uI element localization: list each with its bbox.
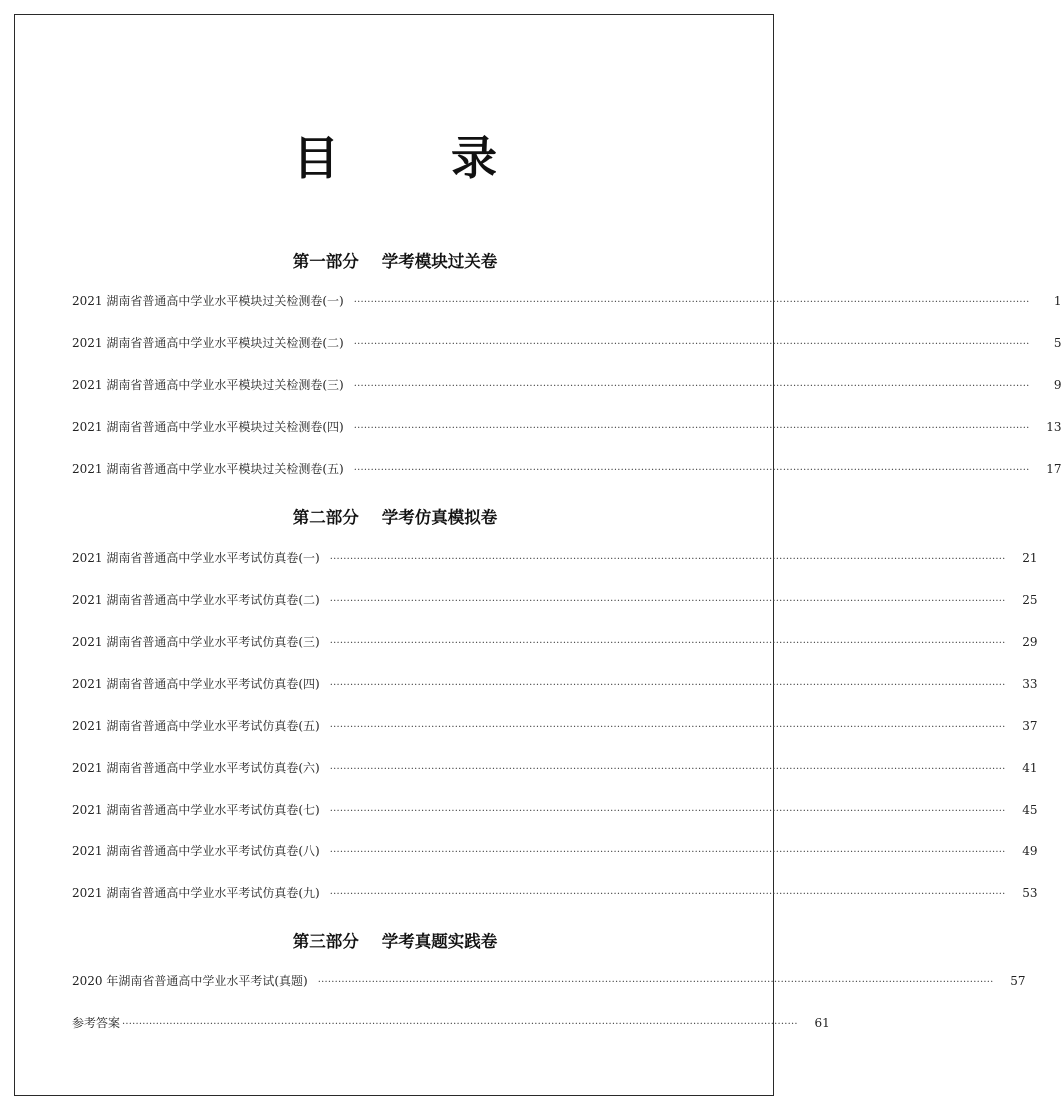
- toc-entry-title: 2021 湖南省普通高中学业水平模块过关检测卷(四): [72, 420, 344, 434]
- toc-entry[interactable]: [72, 884, 1038, 904]
- section-heading-2: 第二部分 学考仿真模拟卷: [292, 508, 498, 527]
- toc-entry-page: 41: [1022, 761, 1038, 775]
- dot-leader: ········································································································································································································: [353, 381, 1030, 392]
- toc-entry[interactable]: [72, 801, 1038, 821]
- toc-entry-page: 1: [1053, 294, 1061, 308]
- toc-entry-page: 45: [1022, 803, 1038, 817]
- dot-leader: ········································································································································································································: [329, 680, 1006, 691]
- toc-entry-title: 2021 湖南省普通高中学业水平模块过关检测卷(一): [72, 294, 344, 308]
- toc-entry[interactable]: [72, 418, 1061, 438]
- toc-entry-page: 13: [1046, 420, 1061, 434]
- toc-entry-title: 2021 湖南省普通高中学业水平考试仿真卷(六): [72, 761, 320, 775]
- toc-entry[interactable]: [72, 460, 1061, 480]
- dot-leader: ········································································································································································································: [329, 847, 1006, 858]
- dot-leader: ········································································································································································································: [329, 764, 1006, 775]
- toc-entry-page: 37: [1022, 719, 1038, 733]
- toc-entry[interactable]: [72, 591, 1038, 611]
- dot-leader: ········································································································································································································: [329, 806, 1006, 817]
- toc-entry[interactable]: [72, 759, 1038, 779]
- toc-entry[interactable]: [72, 376, 1061, 396]
- toc-entry-title: 参考答案: [72, 1016, 121, 1030]
- dot-leader: ········································································································································································································: [122, 1019, 798, 1030]
- toc-entry[interactable]: [72, 334, 1061, 354]
- section-heading-3: 第三部分 学考真题实践卷: [292, 932, 498, 951]
- toc-entry-title: 2020 年湖南省普通高中学业水平考试(真题): [72, 974, 308, 988]
- toc-entry[interactable]: [72, 717, 1038, 737]
- toc-entry-page: 29: [1022, 635, 1038, 649]
- section-heading-1: 第一部分 学考模块过关卷: [292, 252, 498, 271]
- toc-entry-page: 49: [1022, 844, 1038, 858]
- toc-entry-title: 2021 湖南省普通高中学业水平考试仿真卷(二): [72, 593, 320, 607]
- toc-entry-answers[interactable]: [72, 1014, 830, 1034]
- toc-entry-title: 2021 湖南省普通高中学业水平考试仿真卷(九): [72, 886, 320, 900]
- dot-leader: ········································································································································································································: [329, 722, 1006, 733]
- toc-entry-title: 2021 湖南省普通高中学业水平考试仿真卷(五): [72, 719, 320, 733]
- toc-entry-page: 33: [1022, 677, 1038, 691]
- toc-entry-page: 61: [814, 1016, 830, 1030]
- toc-entry[interactable]: [72, 842, 1038, 862]
- toc-entry-page: 57: [1010, 974, 1026, 988]
- dot-leader: ········································································································································································································: [329, 596, 1006, 607]
- dot-leader: ········································································································································································································: [353, 297, 1030, 308]
- toc-entry-page: 5: [1053, 336, 1061, 350]
- toc-entry-page: 53: [1022, 886, 1038, 900]
- dot-leader: ········································································································································································································: [329, 638, 1006, 649]
- page-title: 目 录: [292, 131, 545, 185]
- toc-entry-page: 21: [1022, 551, 1038, 565]
- toc-entry-title: 2021 湖南省普通高中学业水平模块过关检测卷(三): [72, 378, 344, 392]
- toc-entry[interactable]: [72, 549, 1038, 569]
- toc-entry-title: 2021 湖南省普通高中学业水平考试仿真卷(三): [72, 635, 320, 649]
- toc-entry-page: 17: [1046, 462, 1061, 476]
- toc-entry-title: 2021 湖南省普通高中学业水平模块过关检测卷(二): [72, 336, 344, 350]
- toc-entry[interactable]: [72, 972, 1026, 992]
- toc-entry-title: 2021 湖南省普通高中学业水平考试仿真卷(七): [72, 803, 320, 817]
- dot-leader: ········································································································································································································: [353, 465, 1030, 476]
- toc-entry-title: 2021 湖南省普通高中学业水平考试仿真卷(四): [72, 677, 320, 691]
- toc-entry-title: 2021 湖南省普通高中学业水平模块过关检测卷(五): [72, 462, 344, 476]
- toc-entry[interactable]: [72, 633, 1038, 653]
- toc-entry-title: 2021 湖南省普通高中学业水平考试仿真卷(一): [72, 551, 320, 565]
- dot-leader: ········································································································································································································: [329, 889, 1006, 900]
- toc-entry[interactable]: [72, 675, 1038, 695]
- toc-entry[interactable]: [72, 292, 1061, 312]
- dot-leader: ········································································································································································································: [353, 339, 1030, 350]
- toc-entry-page: 25: [1022, 593, 1038, 607]
- dot-leader: ········································································································································································································: [353, 423, 1030, 434]
- dot-leader: ········································································································································································································: [329, 554, 1006, 565]
- dot-leader: ········································································································································································································: [317, 977, 994, 988]
- toc-entry-title: 2021 湖南省普通高中学业水平考试仿真卷(八): [72, 844, 320, 858]
- toc-entry-page: 9: [1053, 378, 1061, 392]
